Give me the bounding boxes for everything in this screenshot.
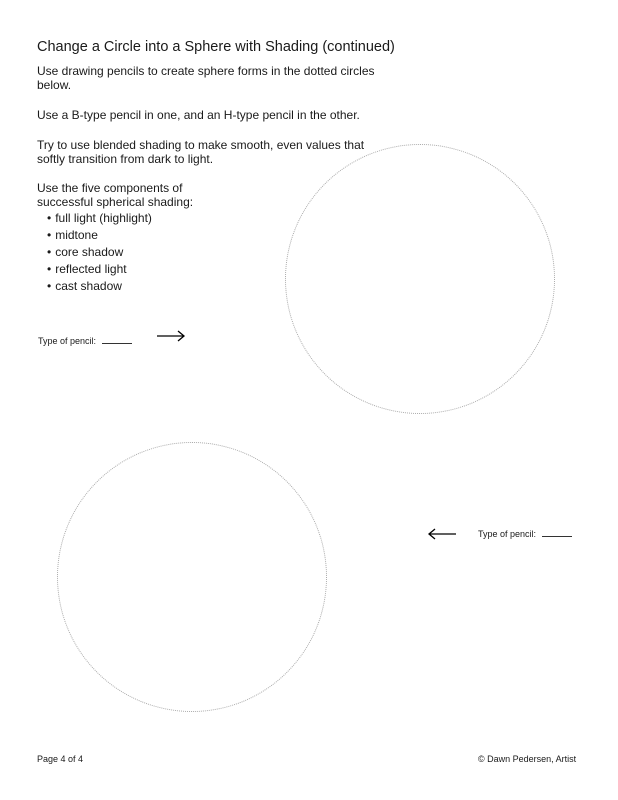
pencil-type-blank — [542, 528, 572, 537]
page-number: Page 4 of 4 — [37, 754, 84, 764]
instruction-paragraph: Try to use blended shading to make smooth, even values that softly transition from dark to light. — [37, 138, 365, 166]
sphere-circle-b — [285, 144, 555, 414]
list-item: • full light (highlight) — [47, 210, 152, 227]
sphere-circle-h — [57, 442, 327, 712]
shading-components-list — [47, 210, 152, 295]
instruction-paragraph: Use the five components of successful spherical shading: — [37, 181, 194, 209]
pencil-type-blank — [102, 335, 132, 344]
list-item: • cast shadow — [47, 278, 152, 295]
list-item: • midtone — [47, 227, 152, 244]
pencil-type-field — [478, 528, 572, 539]
pencil-type-field — [38, 335, 132, 346]
instruction-paragraph: Use a B-type pencil in one, and an H-type pencil in the other. — [37, 108, 360, 122]
pencil-type-label: Type of pencil: — [38, 336, 97, 346]
arrow-right-icon — [156, 329, 186, 343]
arrow-left-icon — [427, 527, 457, 541]
page-title: Change a Circle into a Sphere with Shading (continued) — [37, 39, 395, 55]
pencil-type-label: Type of pencil: — [478, 529, 537, 539]
list-item: • reflected light — [47, 261, 152, 278]
list-item: • core shadow — [47, 244, 152, 261]
instruction-paragraph: Use drawing pencils to create sphere forms in the dotted circles below. — [37, 64, 375, 92]
copyright-notice: © Dawn Pedersen, Artist — [478, 754, 577, 764]
